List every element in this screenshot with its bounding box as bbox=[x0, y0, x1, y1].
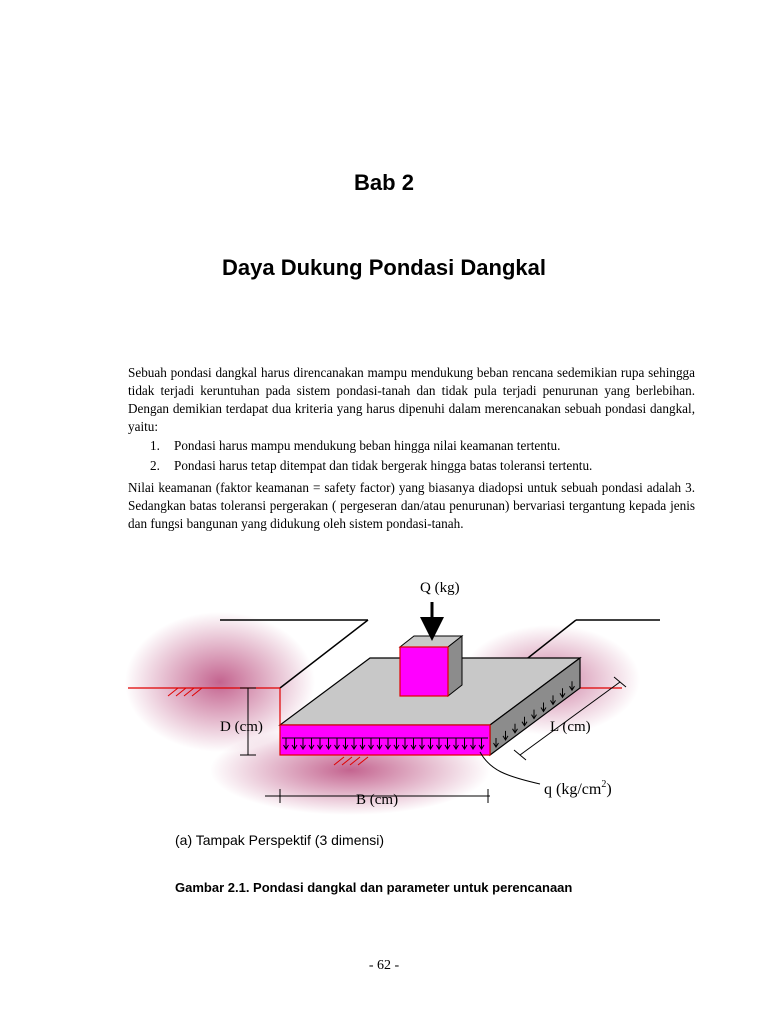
foundation-diagram bbox=[120, 570, 660, 820]
chapter-title: Daya Dukung Pondasi Dangkal bbox=[222, 255, 546, 280]
foundation-figure bbox=[120, 570, 660, 820]
list-text: Pondasi harus tetap ditempat dan tidak bergerak hingga batas toleransi tertentu. bbox=[174, 458, 593, 473]
pressure-label: q $(kg/cm^2)$ bbox=[544, 779, 612, 798]
depth-label: D (cm) bbox=[220, 719, 263, 735]
list-number: 2. bbox=[150, 458, 160, 473]
criteria-list bbox=[150, 436, 695, 476]
page-number: - 62 - bbox=[368, 958, 400, 973]
body-paragraph: Nilai keamanan (faktor keamanan = safety factor) yang biasanya diadopsi untuk sebuah pondasi adalah 3. Sedangkan batas toleransi pergerakan ( pergeseran dan/atau penurunan) bervariasi tergantung kepada jenis dan fungsi bangunan yang didukung oleh sistem pondasi-tanah. bbox=[128, 480, 695, 531]
length-label: L (cm) bbox=[550, 719, 591, 735]
list-number: 1. bbox=[150, 438, 160, 453]
intro-paragraph: Sebuah pondasi dangkal harus direncanakan mampu mendukung beban rencana sedemikian rupa sehingga tidak terjadi keruntuhan pada sistem pondasi-tanah dan tidak pula terjadi penurunan yang berlebihan. Dengan demikian terdapat dua kriteria yang harus dipenuhi dalam merencanakan sebuah pondasi dangkal, yaitu: bbox=[128, 365, 695, 434]
list-item bbox=[150, 436, 695, 456]
figure-subcaption: (a) Tampak Perspektif (3 dimensi) bbox=[175, 832, 385, 848]
list-item bbox=[150, 456, 695, 476]
chapter-heading: Bab 2 bbox=[354, 170, 414, 195]
list-text: Pondasi harus mampu mendukung beban hingga nilai keamanan tertentu. bbox=[174, 438, 561, 453]
figure-caption: Gambar 2.1. Pondasi dangkal dan parameter untuk perencanaan bbox=[175, 880, 573, 895]
width-label: B (cm) bbox=[356, 792, 399, 808]
column-front bbox=[400, 647, 448, 696]
column-side bbox=[448, 636, 462, 696]
load-label: Q (kg) bbox=[420, 580, 460, 596]
